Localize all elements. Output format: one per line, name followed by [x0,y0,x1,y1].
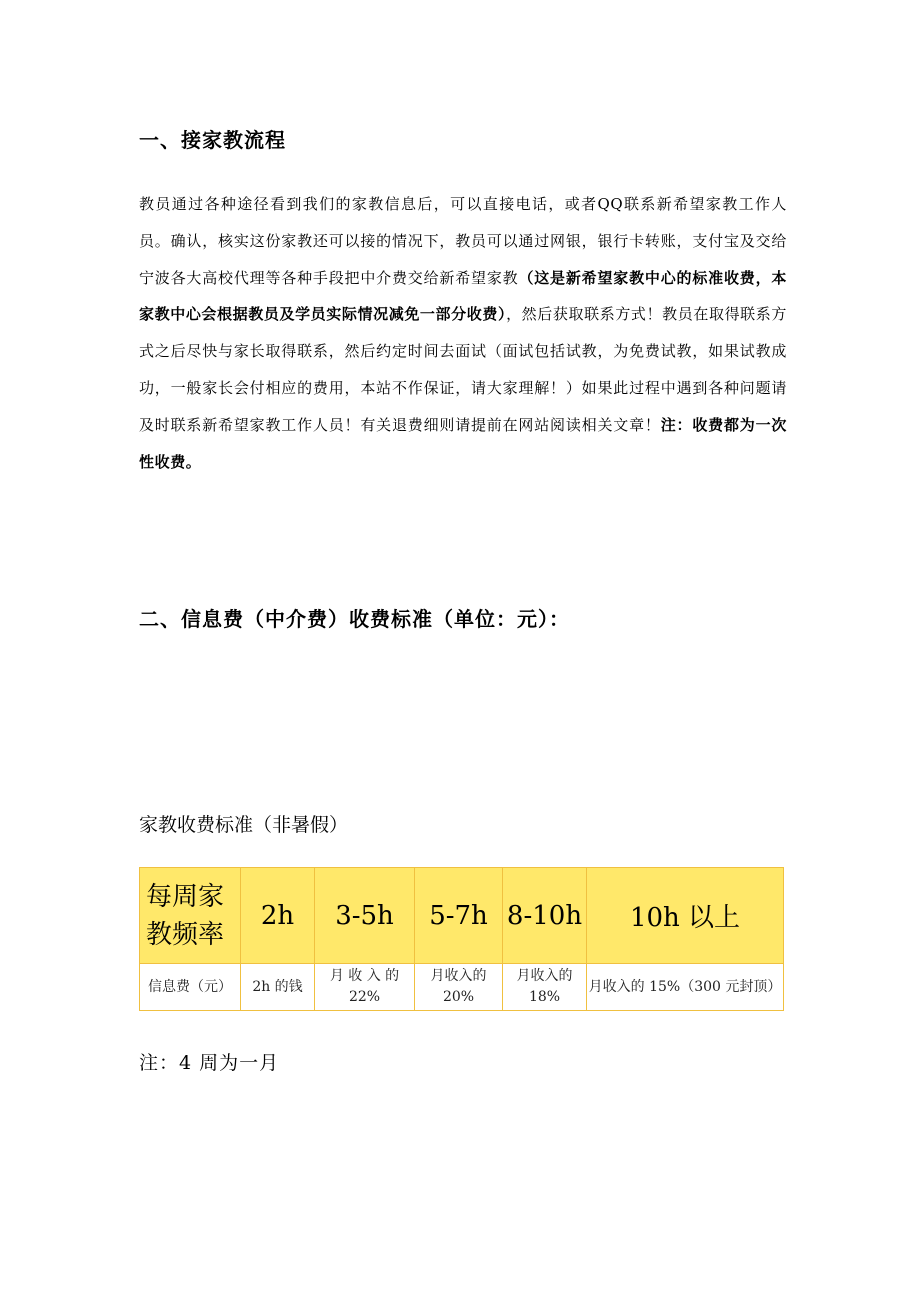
fee-table [139,867,784,1011]
process-text-1: 教员通过各种途径看到我们的家教信息后，可以直接电话，或者QQ联系新希望家教工作人员。确认，核实这份家教还可以接的情况下，教员可以通过网银，银行卡转账，支付宝及交给宁波各大高校代理等各种手段把中介费交给新希望家教 [139,195,787,287]
section-title-process: 一、接家教流程 [139,128,286,152]
process-note: 注：收费都为一次性收费。 [139,415,787,471]
header-cell-frequency: 每周家教频率 [140,868,241,964]
table-subtitle: 家教收费标准（非暑假） [139,814,349,836]
section-title-fee: 二、信息费（中介费）收费标准（单位：元）： [139,607,570,631]
process-text-2: ，然后获取联系方式！教员在取得联系方式之后尽快与家长取得联系，然后约定时间去面试（面试包括试教，为免费试教，如果试教成功，一般家长会付相应的费用，本站不作保证，请大家理解！）如果此过程中遇到各种问题请及时联系新希望家教工作人员！有关退费细则请提前在网站阅读相关文章！ [139,305,787,434]
header-cell-10h-plus: 10h 以上 [587,868,784,964]
row-cell-5-7h: 月收入的 20% [415,964,503,1011]
row-cell-label: 信息费（元） [140,964,241,1011]
footnote: 注：4 周为一月 [139,1052,280,1074]
process-text-bold: （这是新希望家教中心的标准收费，本家教中心会根据教员及学员实际情况减免一部分收费） [139,268,787,324]
process-paragraph [139,186,787,480]
header-cell-3-5h: 3-5h [315,868,415,964]
row-cell-3-5h: 月 收 入 的 22% [315,964,415,1011]
row-cell-10h-plus: 月收入的 15%（300 元封顶） [587,964,784,1011]
header-cell-2h: 2h [241,868,315,964]
row-cell-8-10h: 月收入的 18% [503,964,587,1011]
fee-table-row [140,964,784,1011]
header-cell-5-7h: 5-7h [415,868,503,964]
row-cell-2h: 2h 的钱 [241,964,315,1011]
header-cell-8-10h: 8-10h [503,868,587,964]
fee-table-header-row [140,868,784,964]
